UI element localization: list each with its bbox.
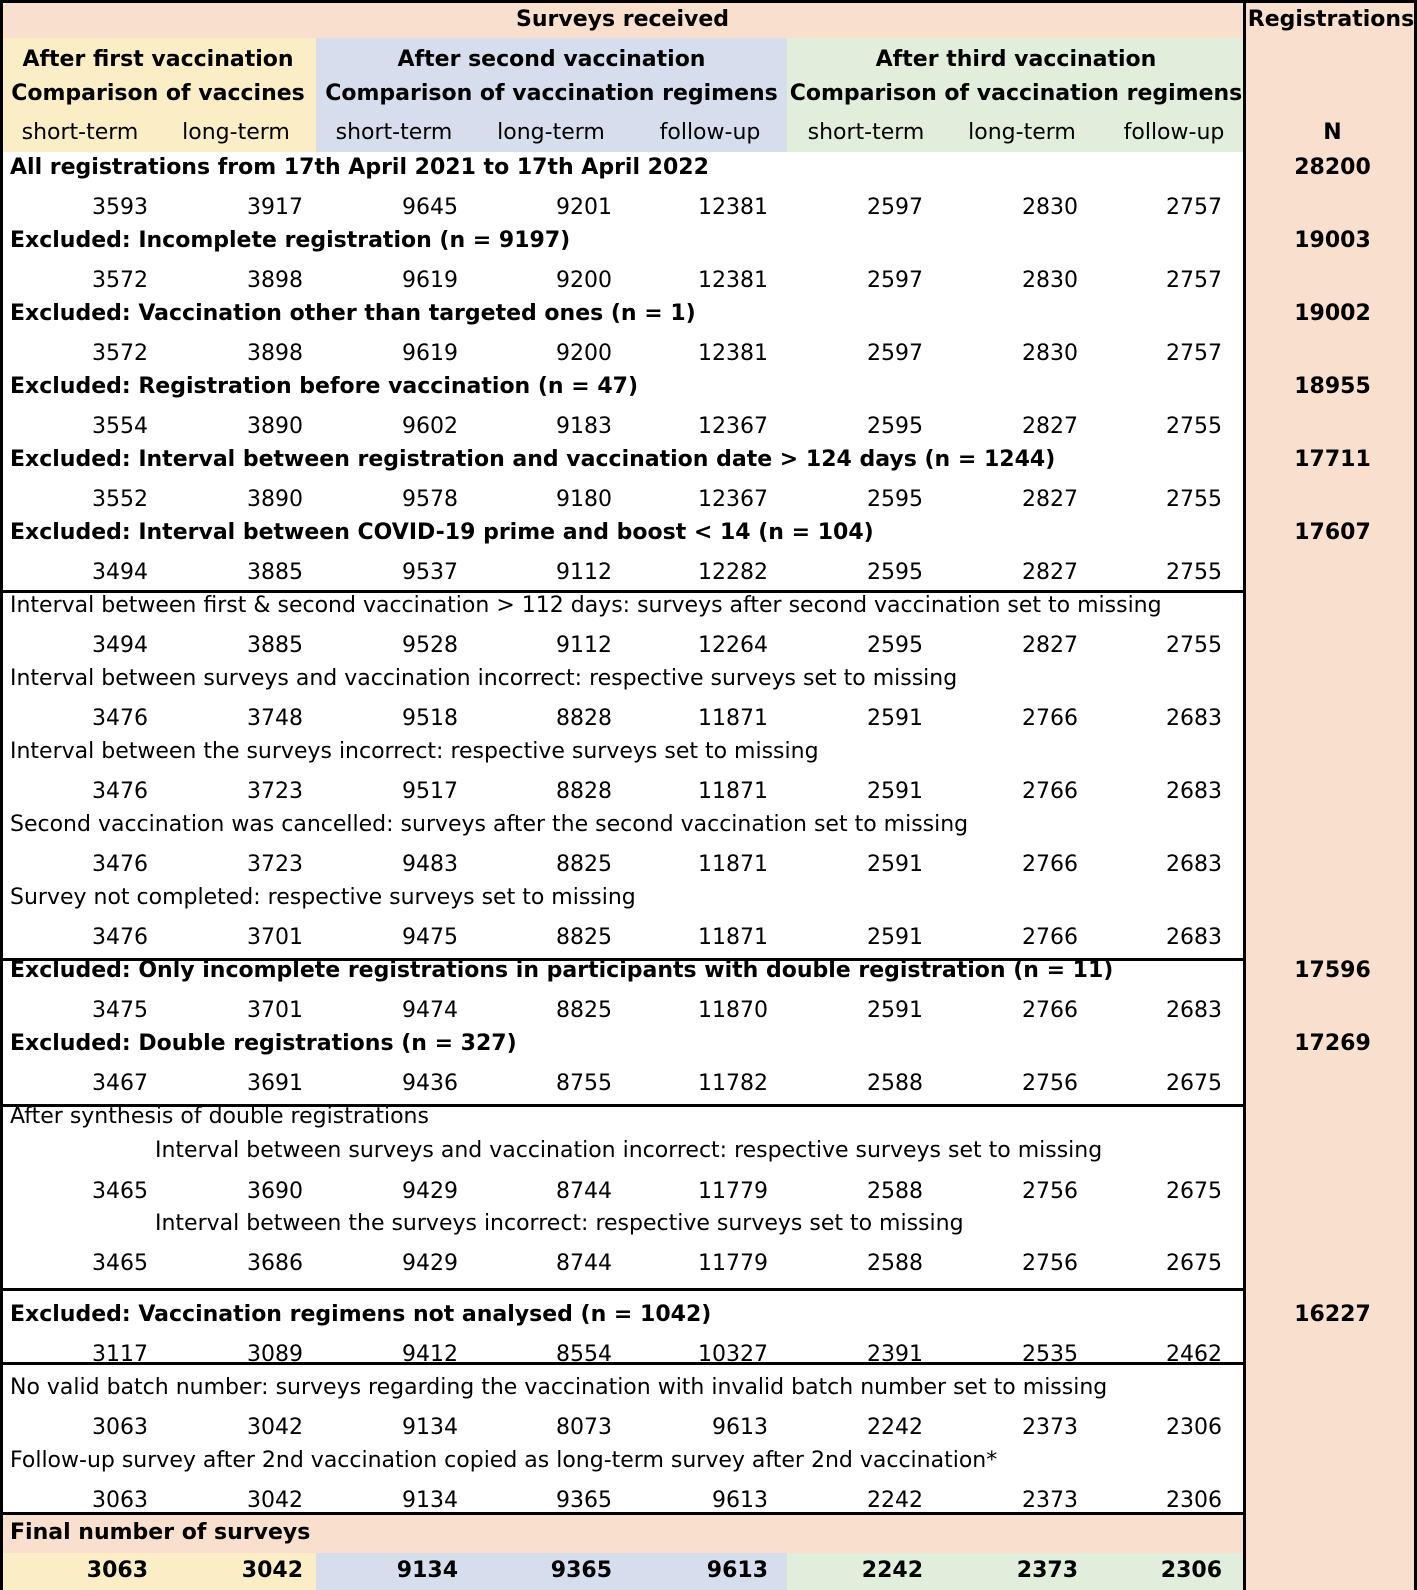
final-count-cell: 2242 [861,1558,923,1583]
survey-count-cell: 3885 [247,560,303,585]
final-count-cell: 9613 [706,1558,768,1583]
survey-count-cell: 2591 [867,706,923,731]
survey-values-row [0,994,1245,1028]
survey-count-cell: 9429 [402,1251,458,1276]
survey-count-cell: 2757 [1166,268,1222,293]
survey-count-cell: 9134 [402,1415,458,1440]
final-count-cell: 9134 [396,1558,458,1583]
survey-count-cell: 9429 [402,1179,458,1204]
survey-count-cell: 2595 [867,633,923,658]
survey-count-cell: 11779 [698,1251,768,1276]
survey-count-cell: 9483 [402,852,458,877]
survey-count-cell: 11779 [698,1179,768,1204]
group2-title: After second vaccination [397,47,706,72]
survey-count-cell: 8744 [556,1251,612,1276]
survey-count-cell: 3701 [247,998,303,1023]
survey-count-cell: 9619 [402,341,458,366]
survey-count-cell: 9537 [402,560,458,585]
survey-count-cell: 3063 [92,1415,148,1440]
survey-values-row [0,1247,1245,1281]
step-label: Survey not completed: respective surveys set to missing [10,885,636,910]
survey-count-cell: 11871 [698,852,768,877]
survey-count-cell: 2597 [867,195,923,220]
survey-count-cell: 3690 [247,1179,303,1204]
survey-count-cell: 2756 [1022,1179,1078,1204]
survey-count-cell: 2827 [1022,633,1078,658]
survey-count-cell: 9578 [402,487,458,512]
group3-title: After third vaccination [875,47,1157,72]
survey-count-cell: 2757 [1166,195,1222,220]
step-label: Excluded: Only incomplete registrations in participants with double registration (n = 11) [10,958,1114,983]
survey-count-cell: 9517 [402,779,458,804]
survey-count-cell: 12381 [698,195,768,220]
survey-count-cell: 3476 [92,852,148,877]
survey-count-cell: 2591 [867,998,923,1023]
survey-values-row [0,702,1245,736]
survey-count-cell: 2755 [1166,414,1222,439]
survey-count-cell: 2827 [1022,487,1078,512]
survey-count-cell: 3917 [247,195,303,220]
step-label: Excluded: Interval between registration and vaccination date > 124 days (n = 1244) [10,447,1056,472]
column-header: short-term [335,120,453,145]
survey-count-cell: 2373 [1022,1415,1078,1440]
survey-count-cell: 2766 [1022,852,1078,877]
survey-count-cell: 3117 [92,1342,148,1367]
group1-subtitle: Comparison of vaccines [11,81,305,106]
registrations-count: 28200 [1294,155,1371,180]
survey-count-cell: 11871 [698,925,768,950]
survey-count-cell: 9365 [556,1488,612,1513]
survey-count-cell: 2683 [1166,925,1222,950]
survey-count-cell: 9602 [402,414,458,439]
survey-count-cell: 2595 [867,414,923,439]
column-header: long-term [968,120,1076,145]
survey-count-cell: 2588 [867,1179,923,1204]
survey-count-cell: 3467 [92,1071,148,1096]
registrations-count: 17607 [1294,520,1371,545]
survey-count-cell: 11782 [698,1071,768,1096]
survey-count-cell: 3593 [92,195,148,220]
survey-values-row [0,1411,1245,1445]
survey-values-row [0,1067,1245,1101]
survey-count-cell: 3572 [92,268,148,293]
survey-count-cell: 2827 [1022,414,1078,439]
survey-count-cell: 12381 [698,268,768,293]
registrations-n-header: N [1323,120,1342,145]
final-count-cell: 3042 [241,1558,303,1583]
survey-count-cell: 3890 [247,414,303,439]
survey-count-cell: 3476 [92,925,148,950]
survey-count-cell: 8554 [556,1342,612,1367]
survey-values-row [0,410,1245,444]
step-label: Excluded: Vaccination other than targeted ones (n = 1) [10,301,696,326]
column-header: follow-up [1123,120,1225,145]
survey-count-cell: 9200 [556,341,612,366]
survey-count-cell: 3476 [92,779,148,804]
survey-count-cell: 2766 [1022,998,1078,1023]
survey-count-cell: 2830 [1022,341,1078,366]
survey-count-cell: 9645 [402,195,458,220]
survey-values-row [0,1484,1245,1518]
survey-values-row [0,629,1245,663]
survey-count-cell: 9613 [712,1415,768,1440]
survey-count-cell: 11870 [698,998,768,1023]
survey-count-cell: 2242 [867,1415,923,1440]
survey-count-cell: 2683 [1166,706,1222,731]
survey-count-cell: 2595 [867,487,923,512]
step-label: All registrations from 17th April 2021 to 17th April 2022 [10,155,709,180]
survey-count-cell: 2675 [1166,1179,1222,1204]
survey-count-cell: 12367 [698,487,768,512]
survey-count-cell: 9180 [556,487,612,512]
registrations-title: Registrations [1247,7,1415,32]
step-label: Interval between the surveys incorrect: respective surveys set to missing [155,1211,964,1236]
registrations-count: 17269 [1294,1031,1371,1056]
survey-count-cell: 8828 [556,779,612,804]
survey-count-cell: 2595 [867,560,923,585]
survey-count-cell: 2830 [1022,195,1078,220]
survey-count-cell: 2755 [1166,560,1222,585]
survey-count-cell: 3748 [247,706,303,731]
survey-count-cell: 9613 [712,1488,768,1513]
survey-count-cell: 9474 [402,998,458,1023]
step-label: Excluded: Vaccination regimens not analysed (n = 1042) [10,1302,712,1327]
survey-values-row [0,264,1245,298]
survey-count-cell: 11871 [698,706,768,731]
survey-count-cell: 2597 [867,341,923,366]
registrations-count: 18955 [1294,374,1371,399]
survey-count-cell: 2306 [1166,1415,1222,1440]
step-label: After synthesis of double registrations [10,1104,429,1129]
survey-count-cell: 2591 [867,779,923,804]
survey-count-cell: 9412 [402,1342,458,1367]
survey-count-cell: 12367 [698,414,768,439]
survey-count-cell: 9201 [556,195,612,220]
survey-count-cell: 3494 [92,633,148,658]
survey-count-cell: 9436 [402,1071,458,1096]
survey-count-cell: 8755 [556,1071,612,1096]
survey-count-cell: 2535 [1022,1342,1078,1367]
step-label: Follow-up survey after 2nd vaccination copied as long-term survey after 2nd vaccination* [10,1448,998,1473]
step-label: Second vaccination was cancelled: surveys after the second vaccination set to missing [10,812,969,837]
survey-count-cell: 8825 [556,998,612,1023]
survey-count-cell: 9183 [556,414,612,439]
final-count-cell: 2306 [1160,1558,1222,1583]
survey-count-cell: 2242 [867,1488,923,1513]
survey-values-row [0,556,1245,590]
survey-count-cell: 3898 [247,341,303,366]
step-label: Interval between the surveys incorrect: respective surveys set to missing [10,739,819,764]
survey-count-cell: 9528 [402,633,458,658]
column-header: long-term [182,120,290,145]
survey-count-cell: 3691 [247,1071,303,1096]
survey-count-cell: 2755 [1166,633,1222,658]
survey-count-cell: 2766 [1022,779,1078,804]
survey-count-cell: 2391 [867,1342,923,1367]
step-label: Excluded: Registration before vaccination (n = 47) [10,374,639,399]
final-values-row [0,1554,1245,1588]
registrations-count: 16227 [1294,1302,1371,1327]
survey-values-row [0,191,1245,225]
survey-values-row [0,921,1245,955]
group2-subtitle: Comparison of vaccination regimens [325,81,778,106]
survey-count-cell: 9619 [402,268,458,293]
surveys-received-title: Surveys received [516,7,729,32]
survey-count-cell: 3089 [247,1342,303,1367]
survey-count-cell: 2755 [1166,487,1222,512]
survey-count-cell: 9518 [402,706,458,731]
survey-count-cell: 2675 [1166,1071,1222,1096]
survey-count-cell: 2683 [1166,779,1222,804]
survey-count-cell: 2757 [1166,341,1222,366]
survey-count-cell: 3494 [92,560,148,585]
survey-count-cell: 9112 [556,633,612,658]
survey-count-cell: 9134 [402,1488,458,1513]
survey-count-cell: 2683 [1166,852,1222,877]
survey-count-cell: 3701 [247,925,303,950]
final-count-cell: 3063 [86,1558,148,1583]
survey-count-cell: 3890 [247,487,303,512]
survey-count-cell: 12282 [698,560,768,585]
survey-count-cell: 3898 [247,268,303,293]
survey-count-cell: 8828 [556,706,612,731]
column-header: short-term [807,120,925,145]
survey-count-cell: 2462 [1166,1342,1222,1367]
survey-values-row [0,337,1245,371]
group1-title: After first vaccination [22,47,294,72]
survey-count-cell: 11871 [698,779,768,804]
survey-count-cell: 2675 [1166,1251,1222,1276]
survey-count-cell: 2588 [867,1071,923,1096]
survey-count-cell: 9475 [402,925,458,950]
step-label: Excluded: Interval between COVID-19 prime and boost < 14 (n = 104) [10,520,874,545]
survey-count-cell: 12381 [698,341,768,366]
survey-count-cell: 8825 [556,925,612,950]
survey-count-cell: 3723 [247,779,303,804]
survey-count-cell: 2591 [867,925,923,950]
survey-count-cell: 3042 [247,1488,303,1513]
survey-count-cell: 8744 [556,1179,612,1204]
survey-count-cell: 2830 [1022,268,1078,293]
survey-count-cell: 3465 [92,1251,148,1276]
step-label: Interval between first & second vaccination > 112 days: surveys after second vaccination set to missing [10,593,1162,618]
group3-subtitle: Comparison of vaccination regimens [789,81,1243,106]
step-label: Excluded: Double registrations (n = 327) [10,1031,517,1056]
registrations-count: 19002 [1294,301,1371,326]
column-header: long-term [497,120,605,145]
survey-count-cell: 2597 [867,268,923,293]
step-sublabel: Interval between surveys and vaccination incorrect: respective surveys set to missing [155,1138,1103,1163]
final-label: Final number of surveys [10,1520,311,1545]
survey-values-row [0,1175,1245,1209]
section-divider [0,1288,1246,1291]
final-count-cell: 9365 [550,1558,612,1583]
survey-count-cell: 3475 [92,998,148,1023]
step-label: Excluded: Incomplete registration (n = 9197) [10,228,571,253]
step-label: No valid batch number: surveys regarding the vaccination with invalid batch number set to missing [10,1375,1108,1400]
survey-values-row [0,848,1245,882]
survey-count-cell: 3554 [92,414,148,439]
step-label: Interval between surveys and vaccination incorrect: respective surveys set to missing [10,666,958,691]
survey-count-cell: 2373 [1022,1488,1078,1513]
survey-count-cell: 2766 [1022,706,1078,731]
survey-values-row [0,775,1245,809]
survey-count-cell: 2827 [1022,560,1078,585]
survey-count-cell: 3552 [92,487,148,512]
survey-count-cell: 12264 [698,633,768,658]
survey-count-cell: 2683 [1166,998,1222,1023]
registrations-count: 17711 [1294,447,1371,472]
survey-count-cell: 9200 [556,268,612,293]
survey-values-row [0,483,1245,517]
survey-count-cell: 10327 [698,1342,768,1367]
survey-count-cell: 3476 [92,706,148,731]
registrations-count: 17596 [1294,958,1371,983]
survey-count-cell: 2588 [867,1251,923,1276]
survey-count-cell: 2591 [867,852,923,877]
survey-count-cell: 3686 [247,1251,303,1276]
survey-count-cell: 2306 [1166,1488,1222,1513]
survey-count-cell: 3063 [92,1488,148,1513]
survey-count-cell: 2766 [1022,925,1078,950]
survey-count-cell: 9112 [556,560,612,585]
survey-count-cell: 3465 [92,1179,148,1204]
registrations-count: 19003 [1294,228,1371,253]
column-header: follow-up [659,120,761,145]
survey-count-cell: 2756 [1022,1071,1078,1096]
survey-count-cell: 3885 [247,633,303,658]
final-count-cell: 2373 [1016,1558,1078,1583]
survey-count-cell: 8073 [556,1415,612,1440]
survey-count-cell: 3042 [247,1415,303,1440]
survey-count-cell: 8825 [556,852,612,877]
survey-count-cell: 3723 [247,852,303,877]
survey-values-row [0,1338,1245,1372]
survey-count-cell: 3572 [92,341,148,366]
survey-count-cell: 2756 [1022,1251,1078,1276]
column-header: short-term [21,120,139,145]
